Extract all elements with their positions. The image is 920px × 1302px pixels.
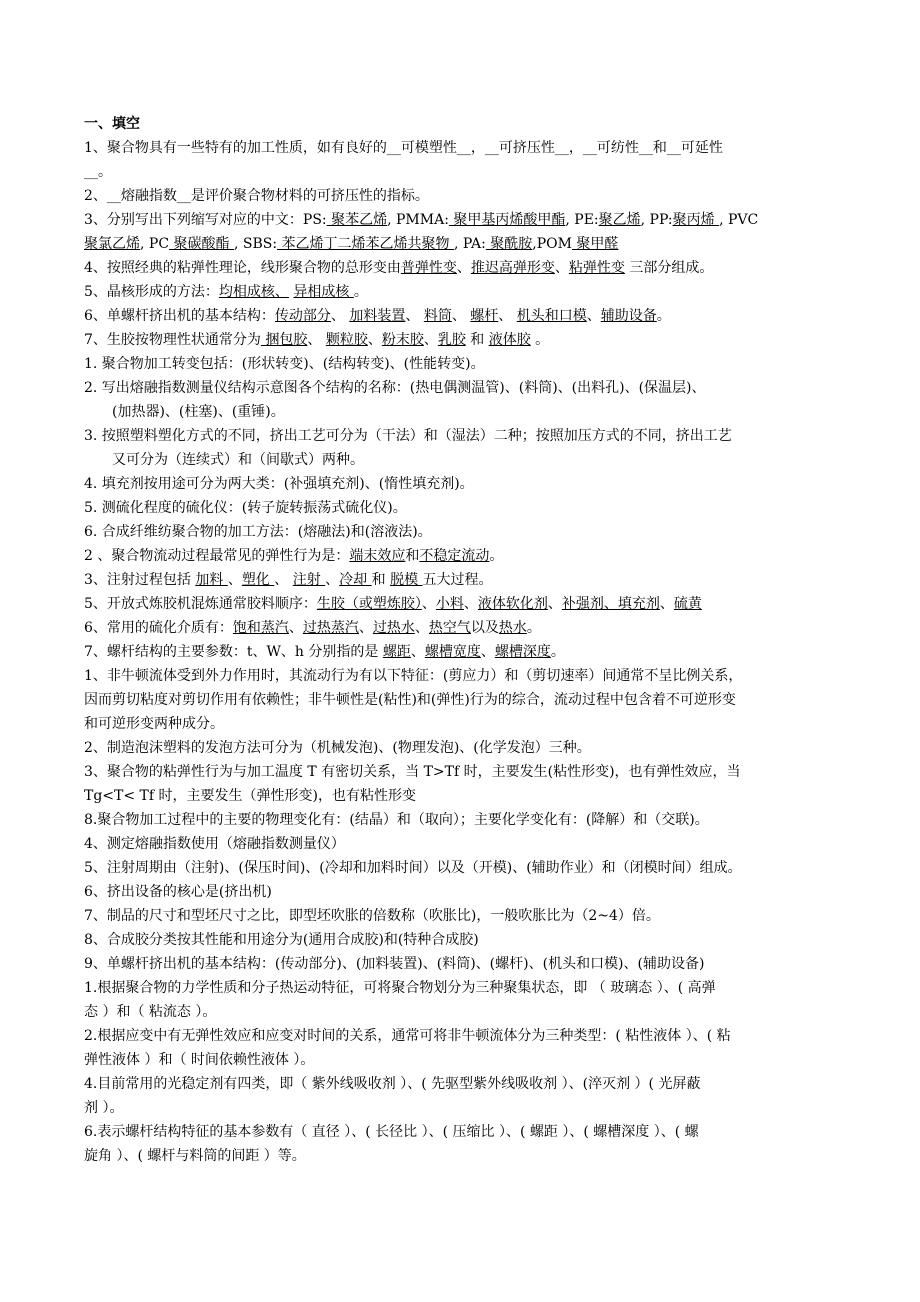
answer-underlined: 聚丙烯 — [672, 212, 720, 228]
document-body — [84, 136, 844, 1168]
line-text: 以及 — [470, 620, 499, 636]
answer-underlined: 聚碳酸酯 — [169, 236, 234, 252]
answer-underlined: 推迟高弹形变 — [470, 260, 555, 276]
text-line — [84, 520, 844, 544]
text-line — [84, 184, 844, 208]
line-text: 7、螺杆结构的主要参数：t、W、h 分别指的是 — [84, 644, 383, 660]
text-line — [84, 1120, 844, 1144]
line-text: 8、合成胶分类按其性能和用途分为(通用合成胶)和(特种合成胶) — [84, 932, 479, 948]
line-text: 因而剪切粘度对剪切作用有依赖性；非牛顿性是(粘性)和(弹性)行为的综合，流动过程中包含着不可逆形变 — [84, 692, 736, 708]
answer-underlined: 补强剂、填充剂 — [561, 596, 660, 612]
line-text: , PC — [140, 236, 170, 252]
line-text: 8.聚合物加工过程中的主要的物理变化有：(结晶）和（取向）；主要化学变化有：(降解）和（交联)。 — [84, 812, 709, 828]
text-line — [84, 136, 844, 160]
text-line — [84, 976, 844, 1000]
text-line — [84, 1144, 844, 1168]
text-line — [84, 376, 844, 400]
line-text: 。 — [489, 548, 504, 564]
line-text: 5、注射周期由（注射)、(保压时间)、(冷却和加料时间）以及（开模)、(辅助作业）和（闭模时间）组成。 — [84, 860, 742, 876]
text-line — [84, 640, 844, 664]
line-text: 、 — [586, 308, 601, 324]
line-text: 1、非牛顿流体受到外力作用时，其流动行为有以下特征：(剪应力）和（剪切速率）间通常不呈比例关系， — [84, 668, 743, 684]
text-line — [84, 568, 844, 592]
line-text: 3、聚合物的粘弹性行为与加工温度 T 有密切关系，当 T>Tf 时，主要发生(粘性形变)，也有弹性效应，当 — [84, 764, 741, 780]
answer-underlined: 传动部分 — [274, 308, 331, 324]
line-text: 态 ）和（ 粘流态 ）。 — [84, 1004, 217, 1020]
text-line — [84, 496, 844, 520]
text-line — [84, 784, 844, 808]
answer-underlined: 螺距 — [382, 644, 411, 660]
line-text: 4. 填充剂按用途可分为两大类：(补强填充剂)、(惰性填充剂)。 — [84, 476, 474, 492]
line-text: 6、单螺杆挤出机的基本结构： — [84, 308, 275, 324]
line-text-continued: 又可分为（连续式）和（间歇式）两种。 — [112, 452, 364, 468]
line-text: 、 — [451, 308, 471, 324]
answer-underlined: 普弹性变 — [400, 260, 457, 276]
text-line — [84, 472, 844, 496]
text-line — [84, 160, 844, 184]
line-text: 、 — [367, 332, 382, 348]
line-text: 3、注射过程包括 — [84, 572, 196, 588]
answer-underlined: 辅助设备 — [600, 308, 657, 324]
line-text: 、 — [414, 620, 429, 636]
answer-underlined: 加料 — [195, 572, 228, 588]
line-text: 、 — [307, 332, 326, 348]
line-text: , PVC — [719, 212, 759, 228]
line-text: 剂 ）。 — [84, 1100, 124, 1116]
text-line — [84, 856, 844, 880]
line-text: 和 — [371, 572, 391, 588]
line-text: 、 — [325, 572, 340, 588]
text-line — [84, 208, 844, 232]
answer-underlined: 生胶（或塑炼胶） — [316, 596, 422, 612]
answer-underlined: 颗粒胶 — [325, 332, 368, 348]
line-text: 7、生胶按物理性状通常分为 — [84, 332, 261, 348]
answer-underlined: 热空气 — [428, 620, 471, 636]
line-text: 、 — [456, 260, 471, 276]
answer-underlined: 硫黄 — [673, 596, 702, 612]
line-text: 。 — [550, 644, 565, 660]
answer-underlined: 粉末胶 — [381, 332, 424, 348]
answer-underlined: 热水 — [498, 620, 527, 636]
line-text: 2、制造泡沫塑料的发泡方法可分为（机械发泡)、(物理发泡)、(化学发泡）三种。 — [84, 740, 591, 756]
line-text: 三部分组成。 — [624, 260, 714, 276]
answer-underlined: 加料装置 — [349, 308, 406, 324]
answer-underlined: 苯乙烯丁二烯苯乙烯共聚物 — [277, 236, 454, 252]
text-line — [84, 232, 844, 256]
answer-underlined: 注射 — [292, 572, 326, 588]
answer-underlined: 聚氯乙烯 — [84, 236, 140, 252]
text-line — [84, 352, 844, 376]
text-line — [84, 832, 844, 856]
line-text: 2、__熔融指数__是评价聚合物材料的可挤压性的指标。 — [84, 188, 429, 204]
text-line — [84, 904, 844, 928]
line-text: , PA: — [453, 236, 486, 252]
text-line — [84, 280, 844, 304]
text-line — [84, 952, 844, 976]
answer-underlined: 液体胶 — [488, 332, 531, 348]
answer-underlined: 饱和蒸汽 — [232, 620, 289, 636]
text-line — [84, 1024, 844, 1048]
line-text: 、 — [330, 308, 350, 324]
line-text: 9、单螺杆挤出机的基本结构：(传动部分)、(加料装置)、(料筒)、(螺杆)、(机头和口模)、(辅助设备) — [84, 956, 705, 972]
line-text: 、 — [423, 332, 438, 348]
line-text: 。 — [526, 620, 541, 636]
text-line — [84, 1096, 844, 1120]
answer-underlined: 端末效应 — [349, 548, 406, 564]
answer-underlined: 过热蒸汽 — [302, 620, 359, 636]
text-line — [84, 808, 844, 832]
section-heading: 一、填空 — [84, 116, 140, 132]
line-text: 1.根据聚合物的力学性质和分子热运动特征，可将聚合物划分为三种聚集状态，即 （ 玻璃态 ）、( 高弹 — [84, 980, 716, 996]
text-line — [84, 736, 844, 760]
answer-underlined: 粘弹性变 — [568, 260, 625, 276]
line-text: 和 — [465, 332, 489, 348]
text-line — [84, 544, 844, 568]
line-text: 五大过程。 — [422, 572, 493, 588]
answer-underlined: 捆包胶 — [260, 332, 308, 348]
line-text: 5. 测硫化程度的硫化仪：(转子旋转振荡式硫化仪)。 — [84, 500, 407, 516]
line-text: 、 — [554, 260, 569, 276]
line-text: 、 — [405, 308, 424, 324]
line-text: 6、常用的硫化介质有： — [84, 620, 233, 636]
line-text: 4、按照经典的粘弹性理论，线形聚合物的总形变由 — [84, 260, 401, 276]
answer-underlined: 聚乙烯 — [598, 212, 641, 228]
line-text: 6. 合成纤维纺聚合物的加工方法：(熔融法)和(溶液法)。 — [84, 524, 432, 540]
text-line — [84, 1000, 844, 1024]
answer-underlined: 过热水 — [372, 620, 415, 636]
line-text: , PMMA: — [387, 212, 449, 228]
text-line — [84, 448, 844, 472]
answer-underlined: 异相成核 — [293, 284, 354, 300]
answer-underlined: 料筒 — [423, 308, 452, 324]
line-text: 、 — [421, 596, 436, 612]
line-text: 。 — [530, 332, 550, 348]
line-text: 、 — [480, 644, 495, 660]
line-text-continued: (加热器)、(柱塞)、(重锤)。 — [112, 404, 285, 420]
document-page — [84, 112, 844, 1168]
answer-underlined: 机头和口模 — [516, 308, 587, 324]
line-text: 4.目前常用的光稳定剂有四类，即（ 紫外线吸收剂 ）、( 先驱型紫外线吸收剂 ）、(淬灭剂 ）( 光屏蔽 — [84, 1076, 701, 1092]
line-text: 。 — [353, 284, 368, 300]
line-text: 、 — [463, 596, 478, 612]
line-text: , PP: — [640, 212, 673, 228]
answer-underlined: 液体软化剂 — [477, 596, 548, 612]
answer-underlined: 聚酰胺 — [485, 236, 533, 252]
line-text: 。 — [656, 308, 671, 324]
answer-underlined: 螺槽宽度 — [424, 644, 481, 660]
line-text: 1、聚合物具有一些特有的加工性质，如有良好的__可模塑性__，__可挤压性__，__可纺性__和__可延性 — [84, 140, 723, 156]
line-text: 7、制品的尺寸和型坯尺寸之比，即型坯吹胀的倍数称（吹胀比)，一般吹胀比为（2~4）倍。 — [84, 908, 660, 924]
line-text: 、 — [659, 596, 674, 612]
line-text: 、 — [288, 620, 303, 636]
text-line — [84, 760, 844, 784]
answer-underlined: 聚苯乙烯 — [326, 212, 388, 228]
answer-underlined: 聚甲醛 — [571, 236, 619, 252]
text-line — [84, 664, 844, 688]
answer-underlined: 乳胶 — [437, 332, 466, 348]
line-text: 和 — [405, 548, 420, 564]
line-text: ,POM — [532, 236, 572, 252]
answer-underlined: 均相成核、 — [218, 284, 289, 300]
line-text: 6.表示螺杆结构特征的基本参数有（ 直径 ）、( 长径比 ）、( 压缩比 ）、( 螺距 ）、( 螺槽深度 ）、( 螺 — [84, 1124, 699, 1140]
line-text: 、 — [547, 596, 562, 612]
line-text: 2 、聚合物流动过程最常见的弹性行为是： — [84, 548, 350, 564]
text-line — [84, 328, 844, 352]
text-line — [84, 688, 844, 712]
line-text: 、 — [498, 308, 517, 324]
line-text: 3、分别写出下列缩写对应的中文：PS: — [84, 212, 327, 228]
line-text: 、 — [410, 644, 425, 660]
line-text: 弹性液体 ）和（ 时间依赖性液体 ）。 — [84, 1052, 315, 1068]
text-line — [84, 256, 844, 280]
text-line — [84, 1048, 844, 1072]
answer-underlined: 聚甲基丙烯酸甲酯 — [448, 212, 566, 228]
line-text: 3. 按照塑料塑化方式的不同，挤出工艺可分为（干法）和（湿法）二种；按照加压方式的不同，挤出工艺 — [84, 428, 732, 444]
line-text: 5、开放式炼胶机混炼通常胶料顺序： — [84, 596, 317, 612]
answer-underlined: 小料 — [435, 596, 464, 612]
line-text: 5、晶核形成的方法： — [84, 284, 219, 300]
line-text: 2. 写出熔融指数测量仪结构示意图各个结构的名称：(热电偶测温管)、(料筒)、(出料孔)、(保温层)、 — [84, 380, 706, 396]
text-line — [84, 592, 844, 616]
line-text: __。 — [84, 164, 112, 180]
line-text: 4、测定熔融指数使用（熔融指数测量仪） — [84, 836, 345, 852]
line-text: , SBS: — [233, 236, 278, 252]
text-line — [84, 424, 844, 448]
text-line — [84, 928, 844, 952]
text-line — [84, 1072, 844, 1096]
text-line — [84, 400, 844, 424]
text-line — [84, 880, 844, 904]
answer-underlined: 塑化 — [241, 572, 275, 588]
line-text: 、 — [358, 620, 373, 636]
answer-underlined: 冷却 — [339, 572, 372, 588]
line-text: 和可逆形变两种成分。 — [84, 716, 224, 732]
answer-underlined: 脱模 — [390, 572, 423, 588]
line-text: 、 — [274, 572, 293, 588]
line-text: 6、挤出设备的核心是(挤出机) — [84, 884, 272, 900]
line-text: 1. 聚合物加工转变包括：(形状转变)、(结构转变)、(性能转变)。 — [84, 356, 485, 372]
line-text: Tg<T< Tf 时，主要发生（弹性形变)，也有粘性形变 — [84, 788, 416, 804]
line-text: 、 — [227, 572, 242, 588]
answer-underlined: 螺槽深度 — [494, 644, 551, 660]
text-line — [84, 304, 844, 328]
answer-underlined: 螺杆 — [470, 308, 499, 324]
line-text: , PE: — [565, 212, 599, 228]
line-text: 旋角 ）、( 螺杆与料筒的间距 ）等。 — [84, 1148, 306, 1164]
answer-underlined: 不稳定流动 — [419, 548, 490, 564]
text-line — [84, 616, 844, 640]
text-line — [84, 712, 844, 736]
line-text: 2.根据应变中有无弹性效应和应变对时间的关系，通常可将非牛顿流体分为三种类型：( 粘性液体 ）、( 粘 — [84, 1028, 731, 1044]
